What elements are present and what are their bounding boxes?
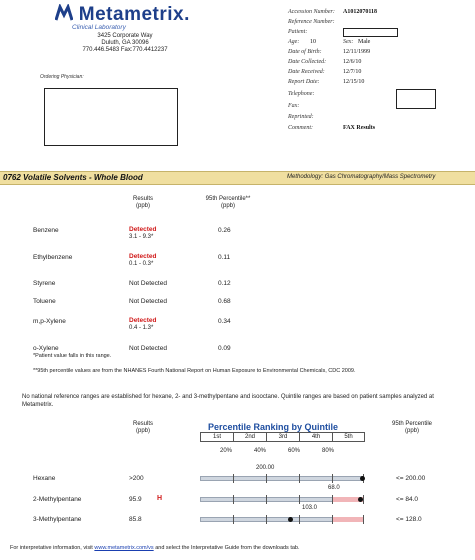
info-row-report-date: Report Date: 12/15/10 [288,79,365,85]
table-row-p95: 0.26 [218,227,231,234]
address-line-2: Duluth, GA 30096 [101,40,149,46]
footnote-patient-range: *Patient value falls in this range. [33,353,112,359]
info-row-received: Date Received: 12/7/10 [288,69,362,75]
bar-tick [332,515,333,524]
bar-tick [233,474,234,483]
quintile-row-name: Hexane [33,475,56,482]
percent-tick-80: 80% [322,448,335,454]
table-row-p95: 0.68 [218,298,231,305]
quintile-4: 4th [300,433,333,441]
quintile-col-p95-header: 95th Percentile (ppb) [391,421,433,434]
bar-tick [266,474,267,483]
table-row-result: Detected [129,317,157,324]
table-row-name: Toluene [33,298,56,305]
bar-tick [332,474,333,483]
footnote-nhanes: **95th percentile values are from the NHANES Fourth National Report on Human Exposure to Environmental Chemicals, CDC 2009. [33,368,356,374]
redacted-patient-name [343,28,398,37]
logo-m-icon [55,4,73,22]
result-marker [358,497,363,502]
table-row-range: 0.4 - 1.3* [129,325,154,331]
table-row-name: Benzene [33,227,59,234]
table-row-result: Detected [129,226,157,233]
percent-tick-20: 20% [220,448,233,454]
info-row-age: Age: 10 Sex: Male [288,39,371,45]
quintile-col-results-header: Results (ppb) [132,421,153,434]
info-row-patient: Patient: [288,29,308,35]
quintile-row-result: 85.8 [129,516,142,523]
info-row-telephone: Telephone: [288,91,315,97]
table-row-name: Ethylbenzene [33,254,73,261]
info-row-reference: Reference Number: [288,19,335,25]
footer-note: For interpretative information, visit www.metametrix.com/vs and select the Interpretative Guide from the downloads tab. [10,545,300,551]
quintile-row-p95: <= 128.0 [396,516,422,523]
info-row-fax: Fax: [288,103,300,109]
methodology-value: Gas Chromatography/Mass Spectrometry [324,174,436,180]
quintile-row-marker-label: 200.00 [256,465,275,471]
bar-high-zone [333,517,363,522]
quintile-row-p95: <= 84.0 [396,496,419,503]
bar-tick [299,515,300,524]
quintile-header-box [200,432,365,442]
metametrix-logo [55,4,215,26]
table-row-p95: 0.11 [218,254,231,261]
info-row-collected: Date Collected: 12/6/10 [288,59,362,65]
info-row-reprinted: Reprinted: [288,114,314,120]
table-row-result: Not Detected [129,280,167,287]
info-row-comment: Comment: FAX Results [288,125,376,131]
table-row-result: Not Detected [129,345,167,352]
quintile-row-name: 2-Methylpentane [33,496,82,503]
address-line-1: 3425 Corporate Way [97,33,153,39]
col-results-header: Results (ppb) [132,196,153,209]
quintile-row-name: 3-Methylpentane [33,516,82,523]
bar-tick [233,495,234,504]
bar-tick [299,474,300,483]
logo-subtitle: Clinical Laboratory [72,24,126,31]
quintile-row-p95: <= 200.00 [396,475,426,482]
bar-tick [363,495,364,504]
percent-tick-40: 40% [254,448,267,454]
percent-tick-60: 60% [288,448,301,454]
quintile-row-marker-label: 68.0 [328,485,340,491]
quintile-table [0,460,475,535]
bar-tick [266,495,267,504]
table-row-name: Styrene [33,280,56,287]
quintile-1: 1st [201,433,234,441]
quintile-title: Percentile Ranking by Quintile [208,422,339,432]
section-title: 0762 Volatile Solvents - Whole Blood [3,173,143,182]
result-marker [288,517,293,522]
table-row-range: 0.1 - 0.3* [129,261,154,267]
table-row-range: 3.1 - 9.3* [129,234,154,240]
redacted-physician-box [44,88,178,146]
quintile-5: 5th [344,434,353,440]
high-flag: H [157,495,163,502]
bar-tick [332,495,333,504]
quintile-row-marker-label: 103.0 [302,505,318,511]
info-row-dob: Date of Birth: 12/11/1999 [288,49,371,55]
table-row-result: Not Detected [129,298,167,305]
logo-text: Metametrix. [78,4,190,25]
bar-tick [363,515,364,524]
bar-tick [233,515,234,524]
patient-info-block [288,9,468,139]
methodology-label: Methodology: [287,174,324,180]
table-row-p95: 0.34 [218,318,231,325]
metametrix-link[interactable]: www.metametrix.com/vs [94,545,154,551]
quintile-bar-3-methylpentane [200,514,370,526]
quintile-bar-hexane [200,473,370,485]
quintile-bar-2-methylpentane [200,494,370,506]
col-p95-header: 95th Percentile** (ppb) [205,196,251,209]
bar-track [200,476,363,481]
table-row-p95: 0.12 [218,280,231,287]
table-row-p95: 0.09 [218,345,231,352]
info-row-accession: Accession Number: A1012070118 [288,9,378,15]
results-table [0,220,475,355]
quintile-row-result: >200 [129,475,144,482]
ordering-physician-label: Ordering Physician: [40,74,84,80]
quintile-3: 3rd [267,433,300,441]
bar-tick [266,515,267,524]
bar-tick [299,495,300,504]
quintile-2: 2nd [234,433,267,441]
table-row-name: m,p-Xylene [33,318,66,325]
address-line-3: 770.446.5483 Fax:770.4412237 [82,47,168,53]
table-row-result: Detected [129,253,157,260]
result-marker [360,476,365,481]
methodology [287,174,435,180]
quintile-row-result: 95.9 [129,496,142,503]
reference-ranges-paragraph: No national reference ranges are established for hexane, 2- and 3-methylpentane and isooctane. Quintile ranges are based on patient samples analyzed at Metametrix. [22,394,434,408]
table-row-name: o-Xylene [33,345,59,352]
